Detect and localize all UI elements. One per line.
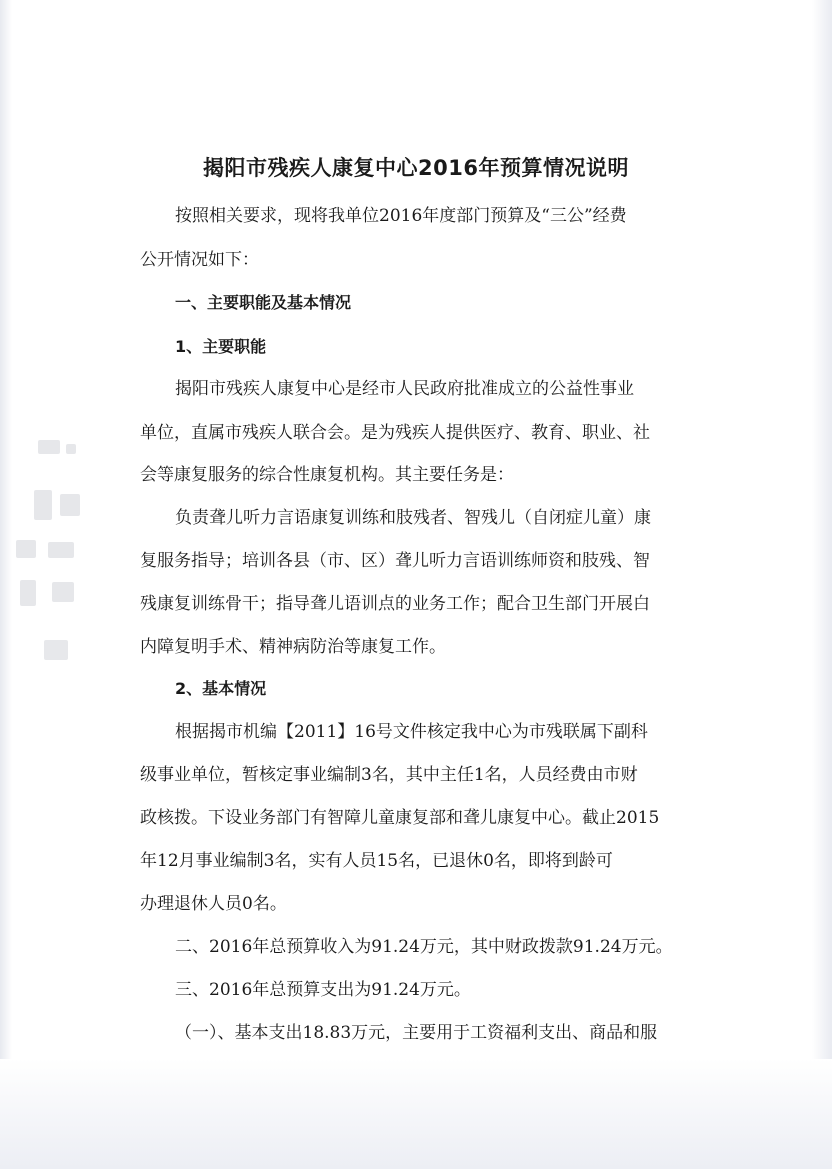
section-3-text: 三、2016年总预算支出为91.24万元。 [175, 980, 471, 1000]
sub-1-heading: 1、主要职能 [175, 337, 267, 356]
sub-2-heading: 2、基本情况 [175, 679, 267, 698]
sub-1-body-line-3: 会等康复服务的综合性康复机构。其主要任务是： [140, 465, 514, 485]
sub-2-body-line-5: 办理退休人员0名。 [140, 894, 287, 914]
sub-1-body-line-2: 单位，直属市残疾人联合会。是为残疾人提供医疗、教育、职业、社 [140, 423, 650, 443]
sub-1-tasks-line-4: 内障复明手术、精神病防治等康复工作。 [140, 637, 446, 657]
section-1-heading: 一、主要职能及基本情况 [175, 293, 352, 312]
intro-line-2: 公开情况如下： [140, 250, 259, 270]
sub-1-tasks-line-2: 复服务指导；培训各县（市、区）聋儿听力言语训练师资和肢残、智 [140, 551, 650, 571]
sub-2-body-line-1: 根据揭市机编【2011】16号文件核定我中心为市残联属下副科 [175, 722, 648, 742]
sub-1-tasks-line-1: 负责聋儿听力言语康复训练和肢残者、智残儿（自闭症儿童）康 [175, 508, 651, 528]
sub-1-tasks-line-3: 残康复训练骨干；指导聋儿语训点的业务工作；配合卫生部门开展白 [140, 594, 650, 614]
section-3-1-text: （一）、基本支出18.83万元，主要用于工资福利支出、商品和服 [175, 1023, 658, 1043]
sub-2-body-line-3: 政核拨。下设业务部门有智障儿童康复部和聋儿康复中心。截止2015 [140, 808, 660, 828]
section-2-text: 二、2016年总预算收入为91.24万元，其中财政拨款91.24万元。 [175, 937, 673, 957]
document-title: 揭阳市残疾人康复中心2016年预算情况说明 [203, 156, 629, 180]
sub-1-body-line-1: 揭阳市残疾人康复中心是经市人民政府批准成立的公益性事业 [175, 379, 634, 399]
intro-line-1: 按照相关要求，现将我单位2016年度部门预算及“三公”经费 [175, 206, 627, 226]
sub-2-body-line-2: 级事业单位，暂核定事业编制3名，其中主任1名，人员经费由市财 [140, 765, 638, 785]
sub-2-body-line-4: 年12月事业编制3名，实有人员15名，已退休0名，即将到龄可 [140, 851, 613, 871]
